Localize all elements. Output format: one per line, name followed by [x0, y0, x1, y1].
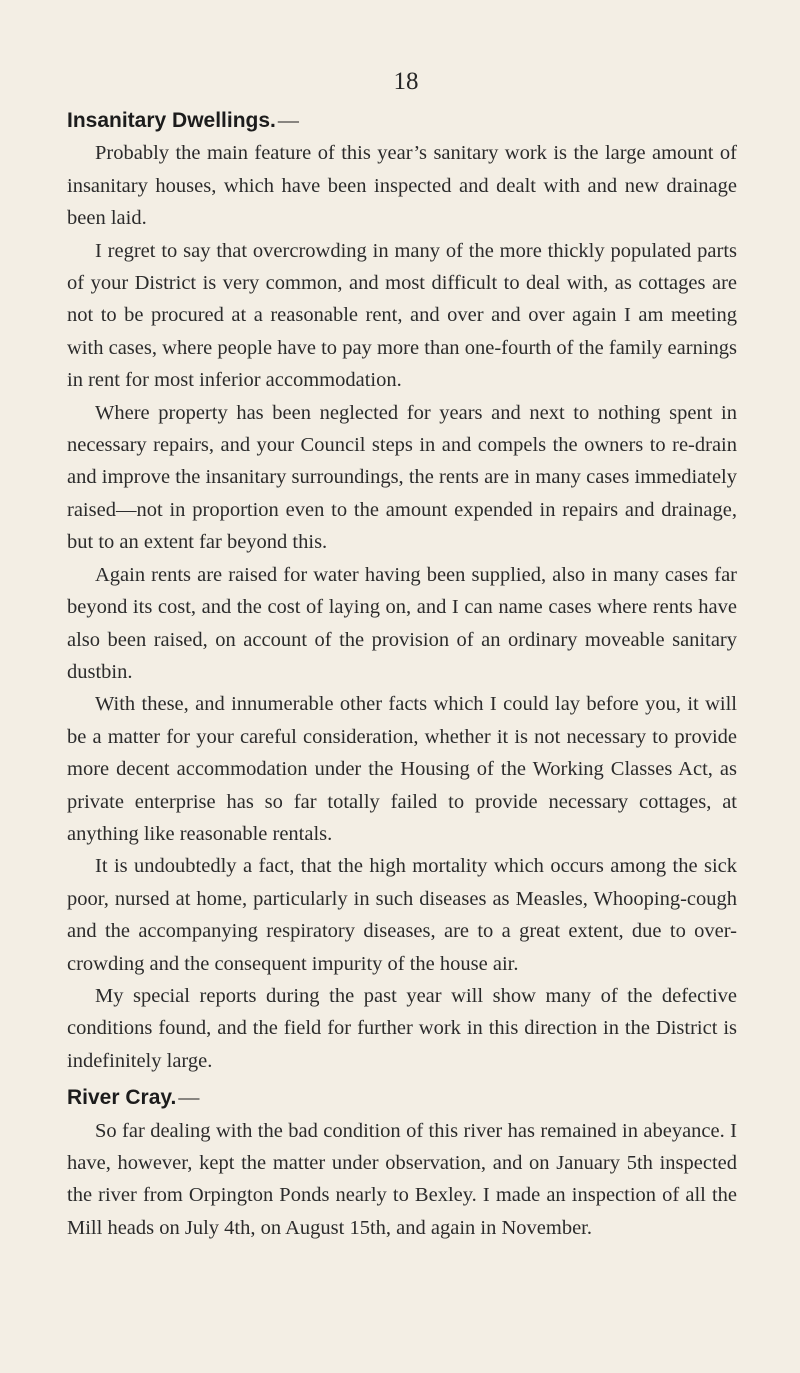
paragraph: With these, and innumerable other facts which I could lay before you, it will be a matter for your careful consideration, whether it is not necessary to provide more decent accommodation under the Housing of the Working Classes Act, as private enterprise has so far totally failed to provide necessary cottages, at anything like reasonable rentals.	[67, 693, 737, 845]
document-body	[67, 104, 737, 1244]
paragraph: Where property has been neglected for years and next to nothing spent in necessary repairs, and your Council steps in and compels the owners to re-drain and improve the insanitary surroundings, the rents are in many cases immediately raised—not in proportion even to the amount expended in repairs and drainage, but to an extent far beyond this.	[67, 401, 737, 554]
paragraph: My special reports during the past year will show many of the defective conditions found, and the field for further work in this direction in the District is indefinitely large.	[67, 984, 737, 1072]
section-insanitary-dwellings	[67, 104, 737, 1077]
heading-dash: —	[178, 1085, 200, 1110]
section-heading-text: River Cray.	[67, 1086, 177, 1110]
section-heading	[67, 104, 737, 137]
section-heading-text: Insanitary Dwellings.	[67, 109, 276, 132]
paragraph: Probably the main feature of this year’s sanitary work is the large amount of insanitary houses, which have been inspected and dealt with and new drainage been laid.	[67, 142, 737, 230]
page-number: 18	[393, 68, 419, 95]
paragraph: I regret to say that overcrowding in many of the more thickly populated parts of your District is very common, and most difficult to deal with, as cottages are not to be procured at a reasonable rent, and over and over again I am meeting with cases, where people have to pay more than one-fourth of the family earnings in rent for most inferior accommodation.	[67, 239, 737, 392]
paragraph: It is undoubtedly a fact, that the high mortality which occurs among the sick poor, nursed at home, particularly in such diseases as Measles, Whooping-cough and the accompanying respiratory diseases, are to a great extent, due to over-crowding and the consequent impurity of the house air.	[67, 855, 737, 975]
heading-dash: —	[277, 108, 299, 132]
paragraph: Again rents are raised for water having been supplied, also in many cases far beyond its cost, and the cost of laying on, and I can name cases where rents have also been raised, on account of the provision of an ordinary moveable sanitary dustbin.	[67, 563, 737, 683]
paragraph: So far dealing with the bad condition of this river has remained in abeyance. I have, however, kept the matter under observation, and on January 5th inspected the river from Orpington Ponds nearly to Bexley. I made an inspection of all the Mill heads on July 4th, on August 15th, and again in November.	[67, 1119, 737, 1239]
section-heading	[67, 1081, 737, 1114]
section-river-cray	[67, 1081, 737, 1244]
